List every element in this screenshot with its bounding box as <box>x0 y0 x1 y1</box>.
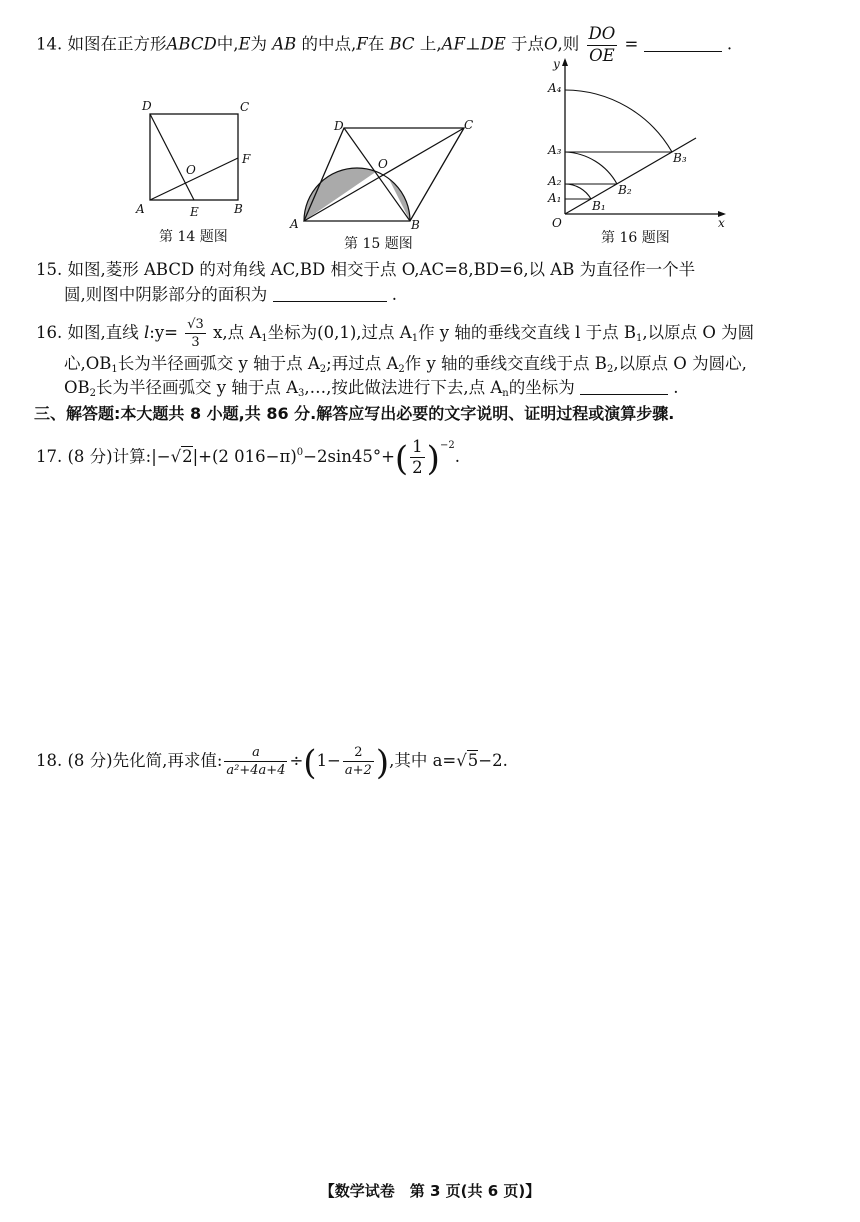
label-a: A <box>290 217 299 231</box>
q17-number: 17. <box>36 447 63 466</box>
label-f: F <box>242 152 251 166</box>
q18-number: 18. <box>36 751 63 770</box>
label-b1: B₁ <box>592 199 606 213</box>
q17-sqrt: √2 <box>170 447 193 466</box>
q18-sqrt: √5 <box>456 751 479 770</box>
line-l <box>565 138 696 214</box>
label-a3: A₃ <box>548 143 562 157</box>
label-b: B <box>234 202 243 216</box>
q16-answer-blank[interactable] <box>580 378 668 395</box>
figure-16 <box>540 56 730 232</box>
label-a4: A₄ <box>548 81 562 95</box>
q14-equals: = <box>624 34 639 54</box>
label-c: C <box>240 100 250 114</box>
label-a1: A₁ <box>548 191 562 205</box>
caption-fig14: 第 14 题图 <box>159 229 228 245</box>
question-14: 14. 如图在正方形ABCD中,E为 AB 的中点,F在 BC 上,AF⊥DE 于点O,则 $\frac{DO}{OE}$ = . <box>36 24 733 65</box>
figure-15 <box>288 116 474 232</box>
question-16: 16. 如图,直线 l:y= $\frac{√3}{3}$ x,点 $A_1$坐标为(0,1),过点 $A_1$作 y 轴的垂线交直线 l 于点 $B_1$,以原点 O 为圆 <box>36 317 755 350</box>
label-o: O <box>378 157 388 171</box>
question-16-line3: $OB_2$长为半径画弧交 y 轴于点 $A_3,\dots$,按此做法进行下去,点 $A_n$的坐标为 . <box>64 378 679 399</box>
q17-points: (8 分)计算: <box>67 447 152 466</box>
q15-number: 15. <box>36 260 63 279</box>
section-3-heading: 三、解答题:本大题共 8 小题,共 86 分.解答应写出必要的文字说明、证明过程或演算步骤. <box>34 404 675 423</box>
q16-fraction: $\frac{√3}{3}$ <box>187 317 204 350</box>
q18-points: (8 分)先化简,再求值: <box>67 751 223 770</box>
question-15-cont: 圆,则图中阴影部分的面积为 . <box>64 285 397 304</box>
q15-answer-blank[interactable] <box>273 285 387 302</box>
label-e: E <box>190 205 199 219</box>
q18-fraction-1: $\frac{a}{\text{a²+4a+4}}$ <box>226 745 286 778</box>
label-d: D <box>142 99 152 113</box>
label-x: x <box>718 216 725 230</box>
label-a2: A₂ <box>548 174 562 188</box>
caption-fig15: 第 15 题图 <box>344 236 413 252</box>
label-d: D <box>334 119 344 133</box>
label-y: y <box>553 57 560 71</box>
arc-2 <box>565 152 617 184</box>
label-o: O <box>186 163 196 177</box>
q14-answer-blank[interactable] <box>644 35 722 52</box>
label-b2: B₂ <box>618 183 632 197</box>
label-o: O <box>552 216 562 230</box>
q14-text: 如图在正方形ABCD中,E为 AB 的中点,F在 BC 上,AF⊥DE 于点O,则 <box>67 34 580 54</box>
page-footer: 【数学试卷 第 3 页(共 6 页)】 <box>319 1182 541 1200</box>
question-17: 17. (8 分)计算:|−√2|+(2 016−π)$^0$−2sin45°+( $\frac{1}{2}$ )$^{-2}$. <box>36 436 460 479</box>
q17-fraction: $\frac{1}{2}$ <box>412 436 423 477</box>
q16-number: 16. <box>36 323 63 342</box>
q14-fraction: $\frac{DO}{OE}$ <box>588 24 616 65</box>
question-18: 18. (8 分)先化简,再求值: $\frac{a}{\text{a²+4a+4}}$ ÷(1− $\frac{2}{a+2}$ ),其中 a=√5−2. <box>36 743 508 783</box>
caption-fig16: 第 16 题图 <box>601 230 670 246</box>
question-15 <box>36 258 695 282</box>
label-b3: B₃ <box>673 151 687 165</box>
square-abcd <box>150 114 238 200</box>
q15-line1: 如图,菱形 ABCD 的对角线 AC,BD 相交于点 O,AC=8,BD=6,以 AB 为直径作一个半 <box>67 260 696 279</box>
label-a: A <box>136 202 145 216</box>
label-c: C <box>464 118 474 132</box>
q18-fraction-2: $\frac{2}{a+2}$ <box>344 745 372 778</box>
segment-de <box>150 114 194 200</box>
q14-number: 14. <box>36 34 63 54</box>
q15-line2: 圆,则图中阴影部分的面积为 <box>64 285 268 304</box>
arc-1 <box>565 184 591 199</box>
figure-14 <box>128 96 258 224</box>
label-b: B <box>411 218 420 232</box>
arc-3 <box>565 90 672 152</box>
question-16-line2: 心$,OB_1$长为半径画弧交 y 轴于点 $A_2$;再过点 $A_2$作 y 轴的垂线交直线于点 $B_2$,以原点 O 为圆心, <box>64 354 747 375</box>
